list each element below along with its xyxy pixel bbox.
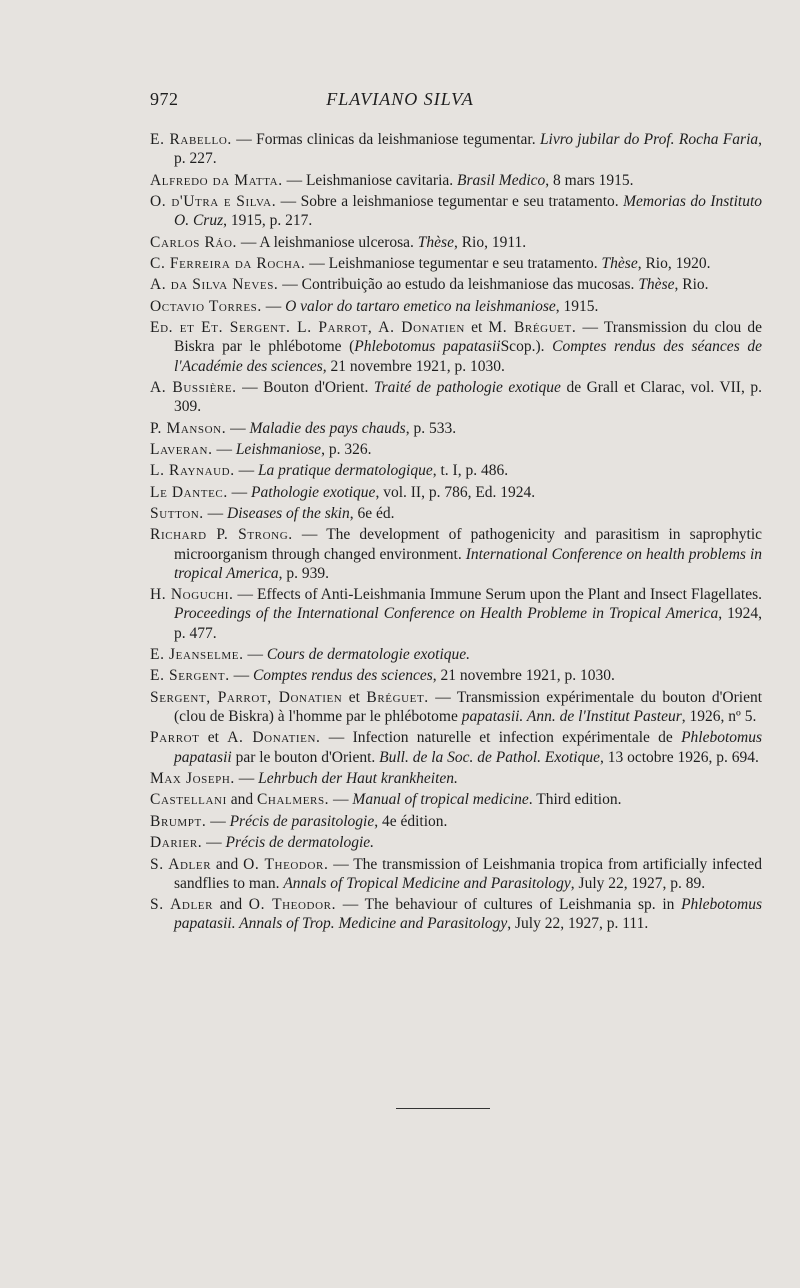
reference-text: , July 22, 1927, p. 111. [507,915,649,933]
reference-text: , 1924, p. 477. [174,605,763,642]
reference-title: Livro jubilar do Prof. Rocha Faria [539,131,759,148]
reference-entry [150,585,762,643]
reference-text: , Rio, 1911. [453,233,527,251]
reference-text: — [329,791,353,809]
reference-entry [150,461,762,480]
reference-entry [150,645,762,664]
reference-text: , p. 326. [321,440,372,458]
reference-author: P. Manson. [150,419,227,437]
reference-author: O. d'Utra e Silva. [150,192,277,210]
reference-title: Bull. de la Soc. de Pathol. Exotique [379,748,600,766]
reference-entry [150,525,762,583]
reference-author: A. Donatien. [227,729,321,747]
reference-text: , 21 novembre 1921, p. 1030. [432,667,615,685]
reference-title: International Conference on health problems in tropical America [174,545,762,582]
reference-entry [150,769,762,788]
reference-title: Thèse [417,233,454,251]
reference-text: — The behaviour of cultures of Leishmania sp. in [336,896,682,914]
reference-title: Phlebotomus papatasii. Annals of Trop. Medicine and Parasitology [174,896,762,933]
reference-title: Phlebotomus papatasii [354,338,501,356]
reference-text: — Leishmaniose tegumentar e seu tratamento. [305,254,602,272]
reference-entry [150,895,762,933]
reference-author: Richard P. Strong. [150,526,293,544]
reference-entry [150,688,762,726]
reference-entry [150,666,762,685]
reference-text: — The transmission of Leishmania tropica from artificially infected sandflies to man. [174,855,762,892]
reference-author: L. Raynaud. [150,462,235,480]
reference-title: La pratique dermatologique [257,462,433,480]
reference-text: and [226,791,257,809]
reference-text: , 6e éd. [349,505,395,523]
reference-text: par le bouton d'Orient. [231,748,380,766]
reference-text: — Transmission expérimentale du bouton d'Orient (clou de Biskra) à l'homme par le phlébotome [174,688,763,726]
reference-title: Précis de parasitologie [229,812,375,830]
reference-text: — [203,505,228,523]
reference-text: — Leishmaniose cavitaria. [282,171,458,189]
reference-entry [150,790,762,809]
reference-text: — [212,440,236,458]
reference-entry [150,728,762,766]
reference-title: Thèse [638,276,675,294]
reference-author: E. Sergent. [150,667,230,685]
closing-rule [396,1108,490,1109]
reference-title: Maladie des pays chauds [249,419,406,437]
reference-author: Octavio Torres. [150,297,262,315]
reference-text: , Rio. [674,276,709,294]
reference-title: Précis de dermatologie. [225,834,375,852]
reference-text: — [243,646,267,664]
reference-title: Manual of tropical medicine [352,791,529,809]
reference-text: — [202,834,226,852]
reference-text: . Third edition. [528,791,622,809]
reference-title: Thèse [601,254,638,272]
reference-text: , p. 227. [174,131,762,168]
reference-author: Sutton. [150,505,204,523]
reference-text: et [342,688,367,706]
reference-title: Pathologie exotique [251,483,376,501]
reference-text: — [226,419,250,437]
reference-title: Proceedings of the International Conference on Health Probleme in Tropical America [174,605,719,623]
reference-text: , Rio, 1920. [637,254,711,272]
reference-entry [150,254,762,273]
reference-author: Bréguet. [366,688,429,706]
reference-text: et [464,319,489,337]
reference-author: Carlos Ráo. [150,233,237,251]
reference-entry [150,440,762,459]
reference-text: — [229,667,253,685]
reference-text: , 8 mars 1915. [545,171,634,189]
reference-text: , vol. II, p. 786, Ed. 1924. [375,483,536,501]
bibliography-list [150,130,762,936]
reference-entry [150,318,762,376]
reference-text: et [199,729,228,747]
reference-entry [150,192,762,230]
reference-entry [150,130,762,168]
reference-text: , July 22, 1927, p. 89. [570,874,706,892]
reference-entry [150,855,762,893]
reference-text: — Transmission du clou de Biskra par le phlébotome ( [174,319,762,356]
reference-author: Sergent, Parrot, Donatien [150,688,343,706]
reference-title: Lehrbuch der Haut krankheiten. [258,770,458,788]
reference-text: , 1926, nº 5. [681,708,757,726]
reference-author: Castellani [150,791,227,809]
reference-entry [150,233,762,252]
reference-author: Darier. [150,834,203,852]
reference-author: Brumpt. [150,812,207,830]
reference-title: O valor do tartaro emetico na leishmaniose [285,297,556,315]
reference-text: , 21 novembre 1921, p. 1030. [322,357,505,375]
reference-title: Comptes rendus des sciences [252,667,433,685]
reference-text: and [211,855,244,873]
reference-text: — Bouton d'Orient. [236,378,374,396]
reference-author: E. Rabello. [150,131,232,148]
reference-text: and [213,896,249,914]
reference-author: M. Bréguet. [488,319,577,337]
reference-text: — A leishmaniose ulcerosa. [236,233,418,251]
reference-text: — [261,297,286,315]
reference-text: de Grall et Clarac, vol. VII, p. 309. [174,378,762,416]
reference-text: , 1915. [555,297,599,315]
reference-title: Comptes rendus des séances de l'Académie des sciences [174,338,762,375]
reference-text: , 4e édition. [374,812,448,830]
reference-text: — Formas clinicas da leishmaniose tegumentar. [231,131,540,148]
reference-author: O. Theodor. [243,855,329,873]
reference-text: — [234,770,259,788]
reference-title: Phlebotomus papatasii [174,729,763,766]
running-title: FLAVIANO SILVA [326,89,474,109]
reference-text: — Sobre a leishmaniose tegumentar e seu tratamento. [276,192,624,210]
reference-author: S. Adler [150,855,212,873]
reference-text: , 1915, p. 217. [223,212,313,230]
reference-title: Traité de pathologie exotique [373,378,561,396]
reference-entry [150,378,762,416]
reference-author: S. Adler [150,896,214,914]
reference-author: H. Noguchi. [150,586,234,604]
reference-author: O. Theodor. [248,896,337,914]
reference-author: C. Ferreira da Rocha. [150,254,306,272]
reference-author: Alfredo da Matta. [150,171,283,189]
reference-entry [150,419,762,438]
reference-entry [150,833,762,852]
reference-author: Parrot [150,729,200,747]
reference-text: — [234,462,258,480]
reference-title: Diseases of the skin [227,505,350,523]
reference-text: — Effects of Anti-Leishmania Immune Serum upon the Plant and Insect Flagellates. [233,586,762,604]
reference-text: , 13 octobre 1926, p. 694. [599,748,759,766]
reference-author: A. Bussière. [150,378,237,396]
reference-text: — Infection naturelle et infection expérimentale de [320,729,682,747]
reference-text: , p. 939. [278,564,329,582]
reference-text: , p. 533. [405,419,457,437]
reference-entry [150,812,762,831]
reference-author: Ed. et Et. Sergent. L. Parrot, A. Donatien [150,319,465,337]
reference-entry [150,297,762,316]
reference-author: A. da Silva Neves. [150,276,279,294]
page-number: 972 [150,89,179,109]
reference-title: Brasil Medico [457,171,546,189]
reference-entry [150,483,762,502]
reference-title: Leishmaniose [235,440,322,458]
reference-entry [150,171,762,190]
reference-text: , t. I, p. 486. [432,462,509,480]
reference-title: Annals of Tropical Medicine and Parasitology [283,874,571,892]
reference-title: papatasii. Ann. de l'Institut Pasteur [461,708,682,726]
reference-text: — The development of pathogenicity and parasitism in saprophytic microorganism through changed environment. [174,526,762,563]
reference-author: Max Joseph. [150,770,235,788]
reference-author: Le Dantec. [150,483,228,501]
reference-text: — [206,812,230,830]
reference-entry [150,275,762,294]
reference-title: Cours de dermatologie exotique. [266,646,471,664]
reference-title: Memorias do Instituto O. Cruz [174,192,763,230]
reference-author: Laveran. [150,440,213,458]
reference-text: — [227,483,252,501]
reference-author: E. Jeanselme. [150,646,244,664]
reference-author: Chalmers. [256,791,330,809]
reference-entry [150,504,762,523]
reference-text: — Contribuição ao estudo da leishmaniose das mucosas. [278,276,639,294]
reference-text: Scop.). [500,338,553,356]
